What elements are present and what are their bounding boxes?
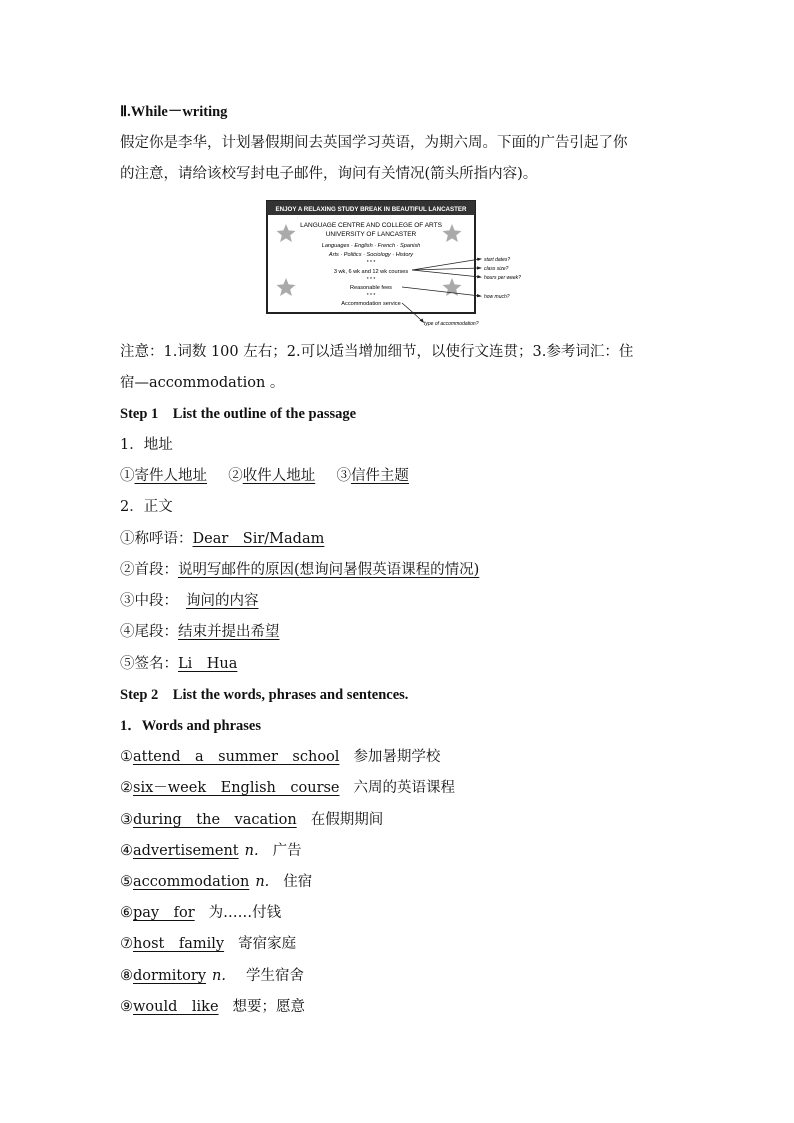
vocab-answer: during the vacation (133, 812, 297, 828)
vocab-meaning: 六周的英语课程 (353, 780, 456, 796)
outline-label: ②首段： (120, 562, 178, 578)
words-phrases-label: 1．Words and phrases (120, 718, 262, 734)
note-line-1: 注意：1.词数 100 左右；2.可以适当增加细节，以使行文连贯；3.参考词汇：住 (120, 344, 634, 360)
vocab-item (120, 934, 296, 954)
recipient-address-answer: 收件人地址 (242, 468, 316, 484)
advertisement-figure (262, 198, 532, 330)
vocab-meaning: 广告 (272, 843, 302, 859)
step1-title: Step 1 List the outline of the passage (120, 406, 357, 422)
body-label: 2．正文 (120, 499, 173, 515)
vocab-num: ② (120, 780, 133, 796)
arrow-label-how-much: how much? (484, 294, 510, 300)
ad-accommodation: Accommodation service (341, 301, 401, 307)
vocab-answer: accommodation (133, 874, 250, 890)
sender-address-answer: 寄件人地址 (134, 468, 207, 484)
address-items (120, 466, 409, 486)
vocab-meaning: 住宿 (283, 874, 313, 890)
vocab-meaning: 寄宿家庭 (238, 936, 297, 952)
vocab-item (120, 841, 302, 861)
ad-dots-1: * * * (366, 260, 376, 266)
ad-courses: 3 wk, 6 wk and 12 wk courses (333, 269, 409, 275)
vocab-num: ④ (120, 843, 133, 859)
step2-title: Step 2 List the words, phrases and sentences. (120, 687, 409, 703)
address-label: 1．地址 (120, 437, 173, 453)
outline-answer: 说明写邮件的原因(想询问暑假英语课程的情况) (178, 562, 480, 578)
ad-title-2: UNIVERSITY OF LANCASTER (325, 231, 417, 238)
outline-item (120, 529, 324, 549)
vocab-pos: n. (212, 968, 226, 984)
vocab-item (120, 903, 281, 923)
vocab-meaning: 想要；愿意 (232, 999, 306, 1015)
vocab-answer: would like (133, 999, 219, 1015)
ad-dots-3: * * * (366, 293, 376, 299)
vocab-answer: pay for (133, 905, 195, 921)
ad-dots-2: * * * (366, 277, 376, 283)
outline-label: ④尾段： (120, 624, 178, 640)
vocab-num: ⑦ (120, 936, 133, 952)
arrow-label-class-size: class size? (484, 266, 509, 272)
outline-answer: 询问的内容 (186, 593, 259, 609)
section-heading: Ⅱ.While－writing (120, 104, 228, 120)
vocab-pos: n. (244, 843, 259, 859)
address-num-1: ① (120, 468, 135, 484)
address-num-3: ③ (336, 468, 351, 484)
arrow-label-hours: hours per week? (484, 275, 521, 281)
vocab-answer: advertisement (133, 843, 239, 859)
intro-line-2: 的注意，请给该校写封电子邮件，询问有关情况(箭头所指内容)。 (120, 166, 538, 182)
outline-label: ⑤签名： (120, 656, 178, 672)
arrow-label-start-dates: start dates? (484, 257, 511, 263)
outline-answer: Li Hua (178, 656, 238, 672)
outline-item (120, 654, 237, 674)
vocab-answer: dormitory (133, 968, 207, 984)
vocab-item (120, 966, 304, 986)
ad-languages: Languages · English · French · Spanish (321, 243, 421, 249)
vocab-num: ① (120, 749, 133, 765)
vocab-answer: attend a summer school (133, 749, 340, 765)
vocab-meaning: 学生宿舍 (245, 968, 304, 984)
vocab-num: ⑥ (120, 905, 133, 921)
note-line-2: 宿—accommodation 。 (120, 375, 285, 391)
vocab-item (120, 810, 383, 830)
outline-item (120, 591, 259, 611)
vocab-item (120, 997, 305, 1017)
address-num-2: ② (228, 468, 243, 484)
outline-item (120, 560, 479, 580)
vocab-item (120, 872, 312, 892)
vocab-meaning: 在假期期间 (310, 812, 384, 828)
vocab-pos: n. (255, 874, 270, 890)
ad-title-1: LANGUAGE CENTRE AND COLLEGE OF ARTS (300, 222, 442, 229)
intro-line-1: 假定你是李华，计划暑假期间去英国学习英语，为期六周。下面的广告引起了你 (120, 135, 628, 151)
vocab-item (120, 747, 440, 767)
outline-label: ①称呼语： (120, 531, 193, 547)
outline-item (120, 622, 280, 642)
ad-fees: Reasonable fees (350, 285, 392, 291)
vocab-meaning: 参加暑期学校 (353, 749, 441, 765)
ad-banner-text: ENJOY A RELAXING STUDY BREAK IN BEAUTIFUL LANCASTER (275, 206, 467, 213)
vocab-num: ⑤ (120, 874, 133, 890)
ad-arts: Arts · Politics · Sociology · History (328, 252, 414, 258)
vocab-answer: six－week English course (133, 780, 340, 796)
outline-answer: 结束并提出希望 (178, 624, 280, 640)
arrow-label-accommodation-type: type of accommodation? (424, 321, 479, 327)
vocab-num: ⑧ (120, 968, 133, 984)
subject-answer: 信件主题 (350, 468, 409, 484)
vocab-answer: host family (133, 936, 225, 952)
vocab-num: ⑨ (120, 999, 133, 1015)
vocab-item (120, 778, 455, 798)
outline-answer: Dear Sir/Madam (192, 531, 325, 547)
vocab-meaning: 为……付钱 (208, 905, 282, 921)
vocab-num: ③ (120, 812, 133, 828)
outline-label: ③中段： (120, 593, 178, 609)
